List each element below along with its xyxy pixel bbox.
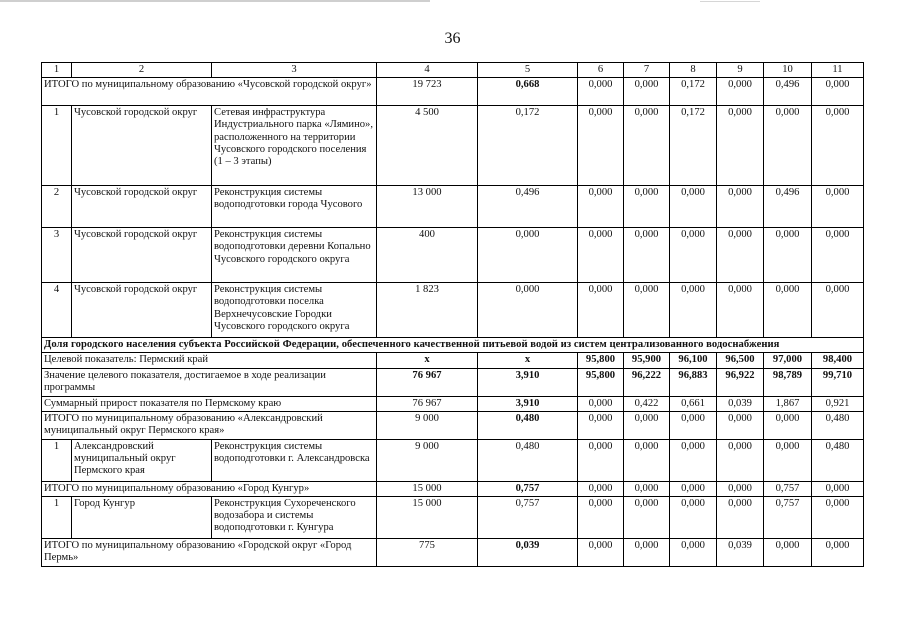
value-year: 0,000 — [578, 396, 624, 411]
table-row — [42, 106, 864, 186]
value-year: 0,000 — [717, 411, 764, 439]
municipality-name: Город Кунгур — [72, 497, 212, 539]
value-year: 0,000 — [764, 106, 812, 186]
value-col4: 400 — [377, 228, 478, 283]
value-year: 99,710 — [812, 368, 864, 396]
value-year: 0,000 — [764, 283, 812, 338]
value-year: 95,900 — [624, 353, 670, 368]
object-name: Реконструкция системы водоподготовки г. Александровска — [212, 439, 377, 481]
item-number: 2 — [42, 186, 72, 228]
row-label: ИТОГО по муниципальному образованию «Александровский муниципальный округ Пермского края» — [42, 411, 377, 439]
column-number: 6 — [578, 63, 624, 78]
value-year: 0,422 — [624, 396, 670, 411]
row-label: Значение целевого показателя, достигаемое в ходе реализации программы — [42, 368, 377, 396]
value-col5: 0,496 — [478, 186, 578, 228]
value-year: 96,100 — [670, 353, 717, 368]
value-year: 95,800 — [578, 368, 624, 396]
value-year: 0,000 — [670, 481, 717, 496]
value-year: 0,000 — [624, 283, 670, 338]
row-label: ИТОГО по муниципальному образованию «Городской округ «Город Пермь» — [42, 539, 377, 567]
table-row — [42, 396, 864, 411]
value-col5: 0,000 — [478, 283, 578, 338]
value-year: 0,000 — [717, 106, 764, 186]
value-col4: 15 000 — [377, 481, 478, 496]
value-year: 0,000 — [624, 439, 670, 481]
item-number: 1 — [42, 439, 72, 481]
table-row — [42, 338, 864, 353]
object-name: Сетевая инфраструктура Индустриального парка «Лямино», расположенного на территории Чусовского городского поселения (1 – 3 этапы) — [212, 106, 377, 186]
value-col4: 76 967 — [377, 368, 478, 396]
value-year: 0,000 — [717, 439, 764, 481]
value-col5: 3,910 — [478, 368, 578, 396]
value-year: 96,222 — [624, 368, 670, 396]
value-col5: х — [478, 353, 578, 368]
value-col4: 9 000 — [377, 411, 478, 439]
value-year: 0,000 — [624, 497, 670, 539]
value-col4: 775 — [377, 539, 478, 567]
value-year: 0,000 — [764, 228, 812, 283]
table-row — [42, 283, 864, 338]
value-year: 0,000 — [578, 106, 624, 186]
object-name: Реконструкция системы водоподготовки города Чусового — [212, 186, 377, 228]
value-year: 0,000 — [624, 106, 670, 186]
section-title: Доля городского населения субъекта Российской Федерации, обеспеченного качественной питьевой водой из систем централизованного водоснабжения — [42, 338, 864, 353]
table-row — [42, 353, 864, 368]
value-col5: 0,668 — [478, 78, 578, 106]
item-number: 1 — [42, 106, 72, 186]
value-year: 0,000 — [670, 283, 717, 338]
value-year: 95,800 — [578, 353, 624, 368]
value-year: 96,922 — [717, 368, 764, 396]
object-name: Реконструкция Сухореченского водозабора и системы водоподготовки г. Кунгура — [212, 497, 377, 539]
value-col5: 0,172 — [478, 106, 578, 186]
column-number: 9 — [717, 63, 764, 78]
value-year: 0,000 — [717, 78, 764, 106]
table-row — [42, 497, 864, 539]
value-year: 0,000 — [812, 481, 864, 496]
value-year: 0,000 — [578, 283, 624, 338]
value-year: 98,400 — [812, 353, 864, 368]
value-year: 0,000 — [670, 497, 717, 539]
value-year: 0,000 — [578, 439, 624, 481]
value-year: 0,000 — [578, 481, 624, 496]
value-col4: х — [377, 353, 478, 368]
column-number: 11 — [812, 63, 864, 78]
item-number: 3 — [42, 228, 72, 283]
value-year: 0,000 — [812, 283, 864, 338]
value-year: 0,480 — [812, 411, 864, 439]
value-year: 0,000 — [624, 481, 670, 496]
value-col5: 0,757 — [478, 481, 578, 496]
value-year: 0,000 — [670, 539, 717, 567]
item-number: 1 — [42, 497, 72, 539]
value-year: 0,661 — [670, 396, 717, 411]
column-number-row — [42, 63, 864, 78]
object-name: Реконструкция системы водоподготовки деревни Копально Чусовского городского округа — [212, 228, 377, 283]
value-year: 0,000 — [624, 228, 670, 283]
object-name: Реконструкция системы водоподготовки поселка Верхнечусовские Городки Чусовского городского округа — [212, 283, 377, 338]
table-row — [42, 481, 864, 496]
municipality-name: Чусовской городской округ — [72, 186, 212, 228]
value-col4: 1 823 — [377, 283, 478, 338]
column-number: 5 — [478, 63, 578, 78]
value-col4: 9 000 — [377, 439, 478, 481]
row-label: ИТОГО по муниципальному образованию «Город Кунгур» — [42, 481, 377, 496]
column-number: 8 — [670, 63, 717, 78]
value-year: 0,039 — [717, 396, 764, 411]
value-year: 0,000 — [578, 228, 624, 283]
value-year: 0,000 — [812, 497, 864, 539]
value-year: 0,000 — [717, 186, 764, 228]
column-number: 2 — [72, 63, 212, 78]
water-supply-table — [41, 62, 864, 567]
value-year: 0,172 — [670, 106, 717, 186]
value-year: 1,867 — [764, 396, 812, 411]
value-col4: 19 723 — [377, 78, 478, 106]
value-year: 0,000 — [717, 228, 764, 283]
column-number: 1 — [42, 63, 72, 78]
value-year: 96,883 — [670, 368, 717, 396]
value-col5: 0,480 — [478, 411, 578, 439]
value-year: 0,480 — [812, 439, 864, 481]
value-col4: 13 000 — [377, 186, 478, 228]
value-year: 0,000 — [812, 228, 864, 283]
value-col4: 15 000 — [377, 497, 478, 539]
value-year: 0,000 — [624, 186, 670, 228]
row-label: Суммарный прирост показателя по Пермскому краю — [42, 396, 377, 411]
value-year: 0,000 — [764, 539, 812, 567]
column-number: 3 — [212, 63, 377, 78]
value-year: 98,789 — [764, 368, 812, 396]
table-row — [42, 228, 864, 283]
value-year: 0,000 — [670, 411, 717, 439]
value-year: 0,000 — [578, 78, 624, 106]
value-year: 0,000 — [578, 411, 624, 439]
page-number: 36 — [444, 30, 461, 47]
value-year: 0,000 — [578, 539, 624, 567]
value-year: 0,000 — [624, 78, 670, 106]
value-year: 0,757 — [764, 481, 812, 496]
value-year: 0,000 — [670, 439, 717, 481]
value-year: 96,500 — [717, 353, 764, 368]
value-year: 0,000 — [812, 539, 864, 567]
value-year: 0,000 — [578, 186, 624, 228]
value-col5: 0,757 — [478, 497, 578, 539]
value-year: 0,039 — [717, 539, 764, 567]
value-year: 0,000 — [578, 497, 624, 539]
value-year: 0,496 — [764, 78, 812, 106]
value-year: 97,000 — [764, 353, 812, 368]
value-year: 0,000 — [812, 78, 864, 106]
table-row — [42, 411, 864, 439]
value-year: 0,000 — [670, 228, 717, 283]
table-row — [42, 186, 864, 228]
value-year: 0,496 — [764, 186, 812, 228]
row-label: ИТОГО по муниципальному образованию «Чусовской городской округ» — [42, 78, 377, 106]
table-row — [42, 368, 864, 396]
column-number: 4 — [377, 63, 478, 78]
value-year: 0,000 — [764, 439, 812, 481]
value-year: 0,000 — [717, 283, 764, 338]
table-row — [42, 439, 864, 481]
row-label: Целевой показатель: Пермский край — [42, 353, 377, 368]
value-year: 0,000 — [624, 411, 670, 439]
value-year: 0,921 — [812, 396, 864, 411]
value-col5: 0,480 — [478, 439, 578, 481]
municipality-name: Чусовской городской округ — [72, 106, 212, 186]
table-row — [42, 539, 864, 567]
table-row — [42, 78, 864, 106]
value-col4: 4 500 — [377, 106, 478, 186]
value-year: 0,000 — [624, 539, 670, 567]
value-year: 0,000 — [812, 106, 864, 186]
value-year: 0,000 — [764, 411, 812, 439]
item-number: 4 — [42, 283, 72, 338]
column-number: 10 — [764, 63, 812, 78]
value-col5: 3,910 — [478, 396, 578, 411]
value-year: 0,172 — [670, 78, 717, 106]
value-year: 0,000 — [670, 186, 717, 228]
municipality-name: Чусовской городской округ — [72, 228, 212, 283]
top-scan-edge — [0, 0, 905, 3]
value-col4: 76 967 — [377, 396, 478, 411]
value-year: 0,000 — [812, 186, 864, 228]
column-number: 7 — [624, 63, 670, 78]
municipality-name: Чусовской городской округ — [72, 283, 212, 338]
value-year: 0,000 — [717, 497, 764, 539]
value-col5: 0,039 — [478, 539, 578, 567]
value-col5: 0,000 — [478, 228, 578, 283]
municipality-name: Александровский муниципальный округ Пермского края — [72, 439, 212, 481]
value-year: 0,757 — [764, 497, 812, 539]
value-year: 0,000 — [717, 481, 764, 496]
